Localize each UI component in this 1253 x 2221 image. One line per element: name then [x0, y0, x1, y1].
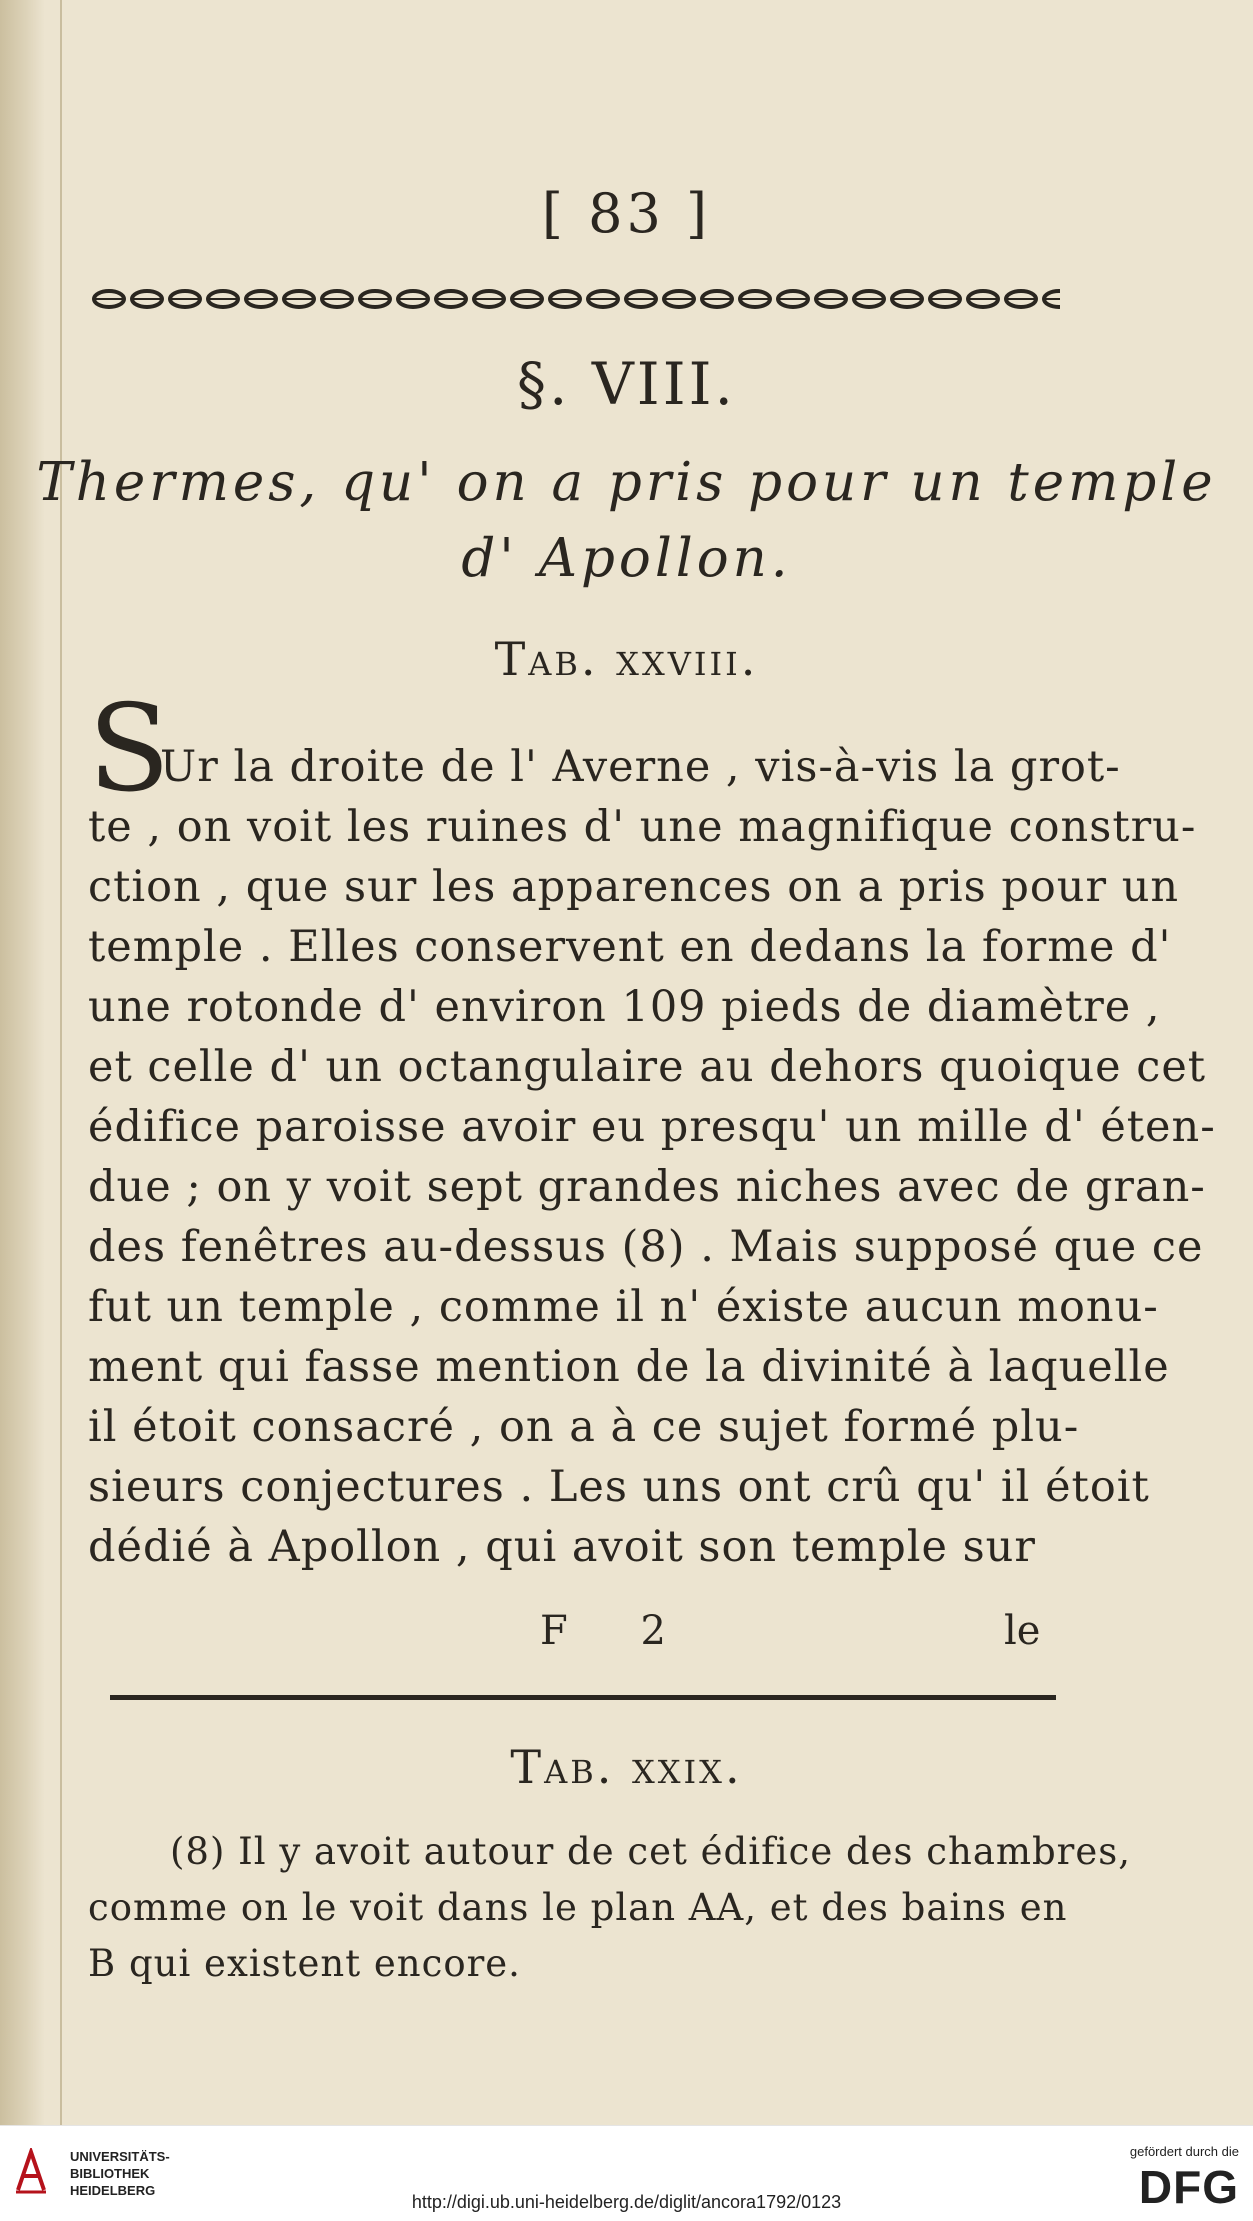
footnote-line: B qui existent encore. [88, 1942, 521, 1985]
ornament-top-rule [90, 282, 1060, 316]
book-gutter [0, 0, 44, 2125]
body-line: Ur la droite de l' Averne , vis-à-vis la grot- [160, 742, 1121, 792]
body-line: te , on voit les ruines d' une magnifique constru- [88, 802, 1197, 852]
body-line: et celle d' un octangulaire au dehors quoique cet [88, 1042, 1207, 1092]
catchword: le [1004, 1608, 1041, 1654]
library-name: UNIVERSITÄTS- BIBLIOTHEK HEIDELBERG [70, 2149, 170, 2198]
body-line: ment qui fasse mention de la divinité à laquelle [88, 1342, 1170, 1392]
university-library-logo-icon [14, 2148, 48, 2194]
ornament-divider-rule [110, 1693, 1056, 1703]
section-heading: §. VIII. [517, 350, 736, 418]
chapter-title-line-2: d' Apollon. [461, 528, 792, 589]
chapter-title-line-1: Thermes, qu' on a pris pour un temple [36, 452, 1217, 513]
footnote-line: comme on le voit dans le plan AA, et des bains en [88, 1886, 1068, 1929]
body-line: temple . Elles conservent en dedans la forme d' [88, 922, 1172, 972]
body-line: due ; on y voit sept grandes niches avec de gran- [88, 1162, 1206, 1212]
drop-cap: S [88, 680, 171, 819]
body-line: sieurs conjectures . Les uns ont crû qu' il étoit [88, 1462, 1150, 1512]
body-line: fut un temple , comme il n' éxiste aucun monu- [88, 1282, 1159, 1332]
body-line: il étoit consacré , on a à ce sujet formé plu- [88, 1402, 1080, 1452]
body-line: une rotonde d' environ 109 pieds de diamètre , [88, 982, 1161, 1032]
plate-reference-2: Tab. xxix. [510, 1740, 743, 1794]
page-number: [ 83 ] [541, 182, 712, 245]
printer-signature: F 2 [540, 1608, 696, 1654]
permalink-url[interactable]: http://digi.ub.uni-heidelberg.de/diglit/ancora1792/0123 [411, 2192, 842, 2212]
gutter-edge [60, 0, 62, 2125]
funding-note: gefördert durch die [1129, 2144, 1239, 2159]
plate-reference: Tab. xxviii. [494, 632, 759, 686]
body-line: édifice paroisse avoir eu presqu' un mille d' éten- [88, 1102, 1216, 1152]
footnote-line: (8) Il y avoit autour de cet édifice des chambres, [170, 1830, 1132, 1873]
dfg-logo: DFG [1138, 2161, 1239, 2213]
body-line: des fenêtres au-dessus (8) . Mais supposé que ce [88, 1222, 1204, 1272]
body-line: dédié à Apollon , qui avoit son temple sur [88, 1522, 1036, 1572]
body-line: ction , que sur les apparences on a pris pour un [88, 862, 1180, 912]
